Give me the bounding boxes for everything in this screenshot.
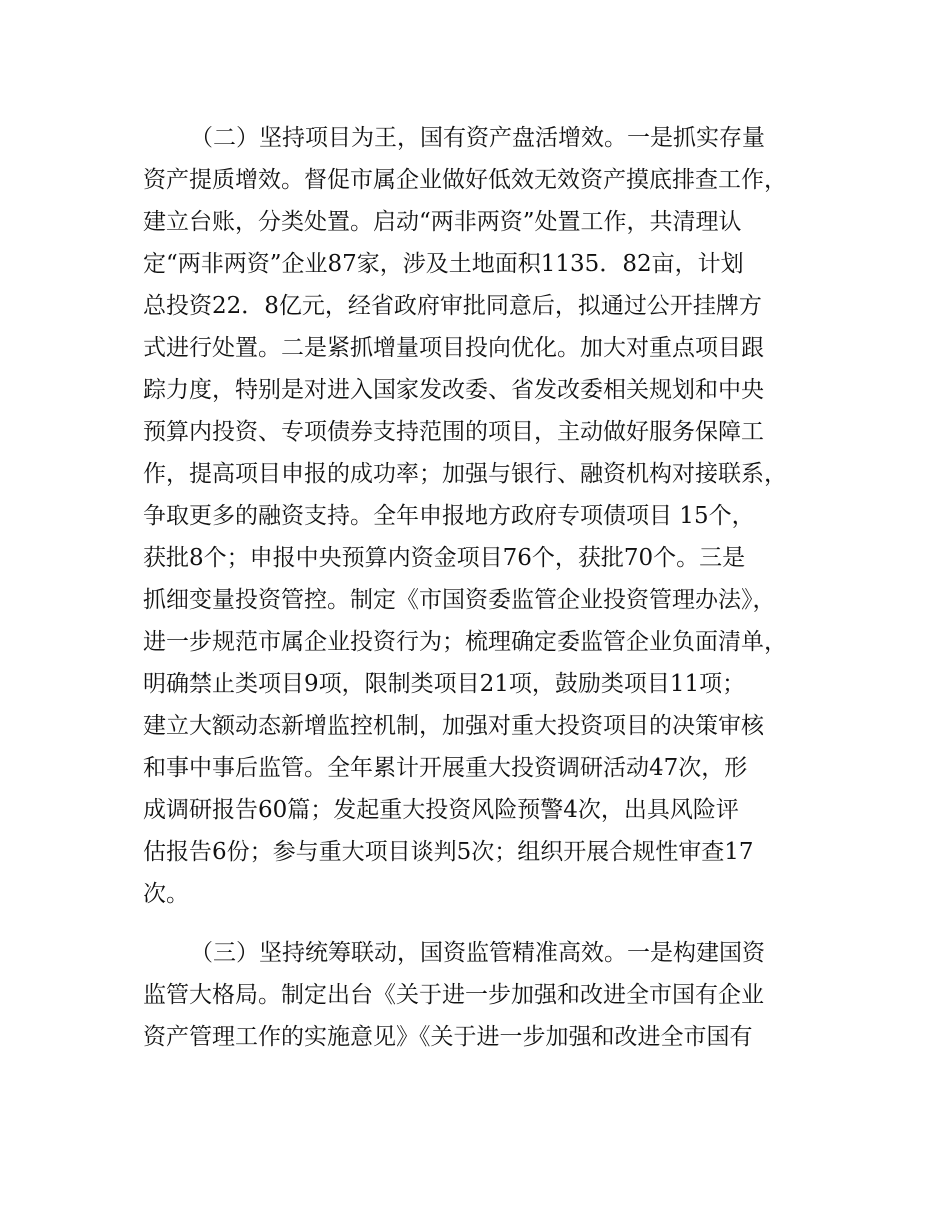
paragraph-1-line-5: 总投资22．8亿元，经省政府审批同意后，拟通过公开挂牌方 bbox=[143, 293, 762, 319]
paragraph-1-line-15: 建立大额动态新增监控机制，加强对重大投资项目的决策审核 bbox=[143, 713, 764, 739]
paragraph-1-line-9: 作，提高项目申报的成功率；加强与银行、融资机构对接联系， bbox=[143, 461, 787, 487]
paragraph-1-line-19: 次。 bbox=[143, 881, 189, 907]
paragraph-1-line-17: 成调研报告60篇；发起重大投资风险预警4次，出具风险评 bbox=[143, 797, 739, 823]
paragraph-1-line-11: 获批8个；申报中央预算内资金项目76个，获批70个。三是 bbox=[143, 545, 746, 571]
paragraph-1-line-14: 明确禁止类项目9项，限制类项目21项，鼓励类项目11项； bbox=[143, 671, 746, 697]
paragraph-2-line-2: 监管大格局。制定出台《关于进一步加强和改进全市国有企业 bbox=[143, 982, 764, 1008]
paragraph-1-line-7: 踪力度，特别是对进入国家发改委、省发改委相关规划和中央 bbox=[143, 377, 764, 403]
paragraph-1-line-8: 预算内投资、专项债券支持范围的项目，主动做好服务保障工 bbox=[143, 419, 764, 445]
paragraph-2-line-1: （三）坚持统筹联动，国资监管精准高效。一是构建国资 bbox=[190, 940, 765, 966]
paragraph-1-line-6: 式进行处置。二是紧抓增量项目投向优化。加大对重点项目跟 bbox=[143, 335, 764, 361]
paragraph-1-line-2: 资产提质增效。督促市属企业做好低效无效资产摸底排查工作， bbox=[143, 167, 787, 193]
paragraph-1-line-16: 和事中事后监管。全年累计开展重大投资调研活动47次，形 bbox=[143, 755, 748, 781]
paragraph-1-line-12: 抓细变量投资管控。制定《市国资委监管企业投资管理办法》， bbox=[143, 587, 776, 613]
paragraph-1-line-18: 估报告6份；参与重大项目谈判5次；组织开展合规性审查17 bbox=[143, 839, 754, 865]
paragraph-1-line-4: 定“两非两资”企业87家，涉及土地面积1135．82亩，计划 bbox=[143, 251, 744, 277]
paragraph-1-line-10: 争取更多的融资支持。全年申报地方政府专项债项目 15个， bbox=[143, 503, 755, 529]
paragraph-1-line-13: 进一步规范市属企业投资行为；梳理确定委监管企业负面清单， bbox=[143, 629, 787, 655]
paragraph-2-line-3: 资产管理工作的实施意见》《关于进一步加强和改进全市国有 bbox=[143, 1024, 753, 1050]
paragraph-1-line-3: 建立台账，分类处置。启动“两非两资”处置工作，共清理认 bbox=[143, 209, 742, 235]
paragraph-1-line-1: （二）坚持项目为王，国有资产盘活增效。一是抓实存量 bbox=[190, 125, 765, 151]
